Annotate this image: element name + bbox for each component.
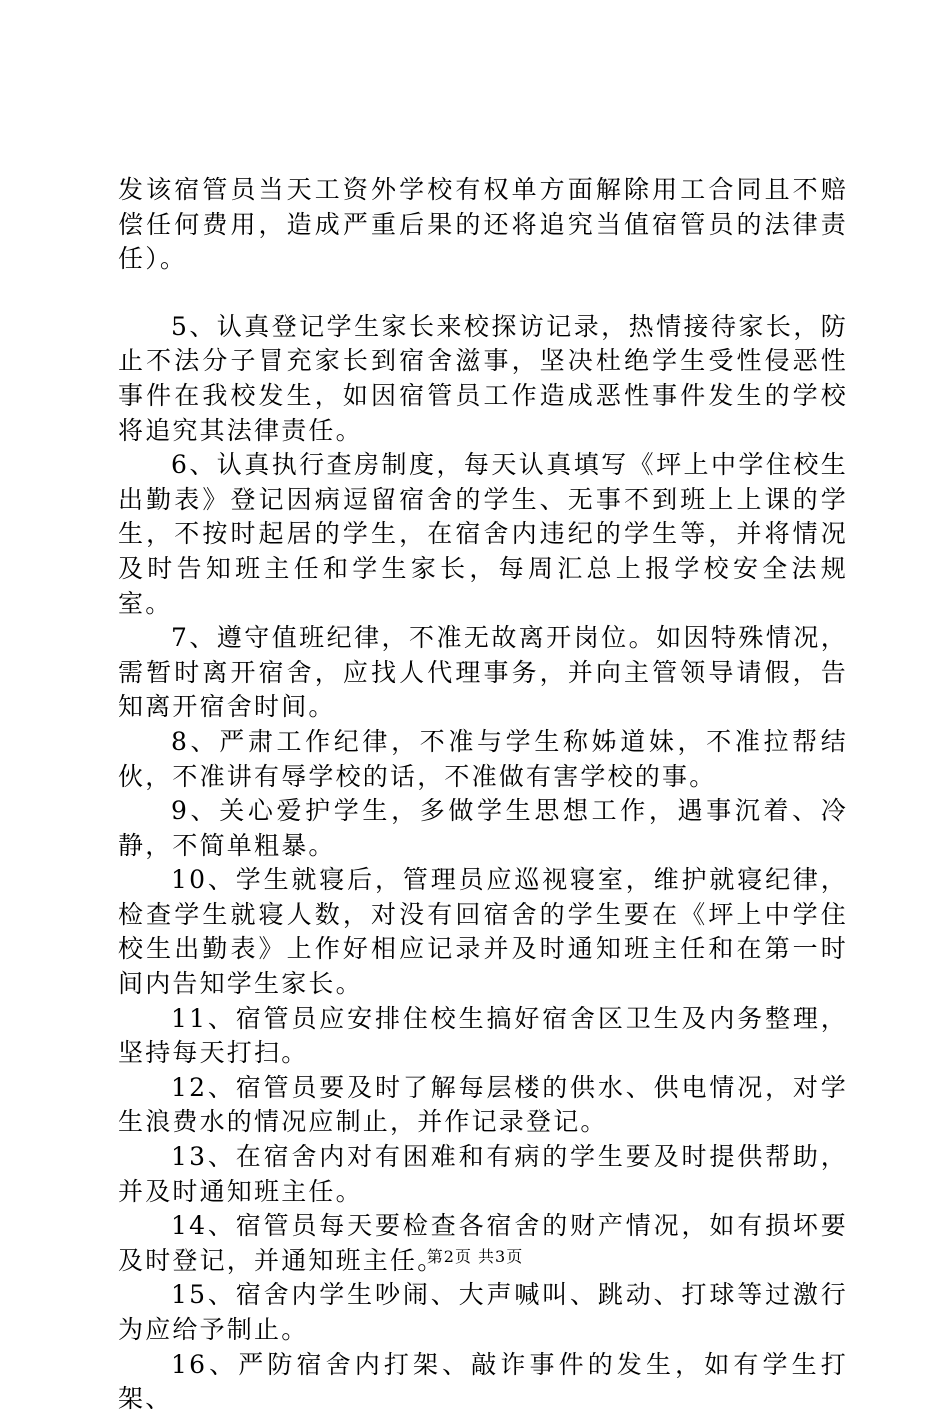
paragraph-item-10: 10、学生就寝后，管理员应巡视寝室，维护就寝纪律，检查学生就寝人数，对没有回宿舍的学生要在《坪上中学住校生出勤表》上作好相应记录并及时通知班主任和在第一时间内告知学生家长。 bbox=[118, 865, 848, 999]
paragraph-item-11: 11、宿管员应安排住校生搞好宿舍区卫生及内务整理，坚持每天打扫。 bbox=[118, 1003, 848, 1068]
paragraph-item-12: 12、宿管员要及时了解每层楼的供水、供电情况，对学生浪费水的情况应制止，并作记录登记。 bbox=[118, 1072, 848, 1137]
paragraph-item-13: 13、在宿舍内对有困难和有病的学生要及时提供帮助，并及时通知班主任。 bbox=[118, 1142, 848, 1206]
paragraph-item-16: 16、严防宿舍内打架、敲诈事件的发生，如有学生打架、 bbox=[118, 1349, 848, 1414]
paragraph-item-6: 6、认真执行查房制度，每天认真填写《坪上中学住校生出勤表》登记因病逗留宿舍的学生、无事不到班上上课的学生，不按时起居的学生，在宿舍内违纪的学生等，并将情况及时告知班主任和学生家长，每周汇总上报学校安全法规室。 bbox=[118, 450, 848, 618]
paragraph-item-8: 8、严肃工作纪律，不准与学生称姊道妹，不准拉帮结伙，不准讲有辱学校的话，不准做有害学校的事。 bbox=[118, 726, 848, 791]
document-body bbox=[118, 173, 848, 1417]
paragraph-continuation: 发该宿管员当天工资外学校有权单方面解除用工合同且不赔偿任何费用，造成严重后果的还将追究当值宿管员的法律责任）。 bbox=[118, 175, 848, 274]
paragraph-item-5: 5、认真登记学生家长来校探访记录，热情接待家长，防止不法分子冒充家长到宿舍滋事，坚决杜绝学生受性侵恶性事件在我校发生，如因宿管员工作造成恶性事件发生的学校将追究其法律责任。 bbox=[118, 311, 848, 445]
page-number-footer: 第2页 共3页 bbox=[426, 1247, 524, 1266]
paragraph-item-14: 14、宿管员每天要检查各宿舍的财产情况，如有损坏要及时登记，并通知班主任。 bbox=[118, 1211, 848, 1275]
paragraph-item-7: 7、遵守值班纪律，不准无故离开岗位。如因特殊情况，需暂时离开宿舍，应找人代理事务，并向主管领导请假，告知离开宿舍时间。 bbox=[118, 623, 848, 722]
paragraph-item-9: 9、关心爱护学生，多做学生思想工作，遇事沉着、冷静，不简单粗暴。 bbox=[118, 796, 848, 860]
paragraph-item-15: 15、宿舍内学生吵闹、大声喊叫、跳动、打球等过激行为应给予制止。 bbox=[118, 1280, 848, 1344]
